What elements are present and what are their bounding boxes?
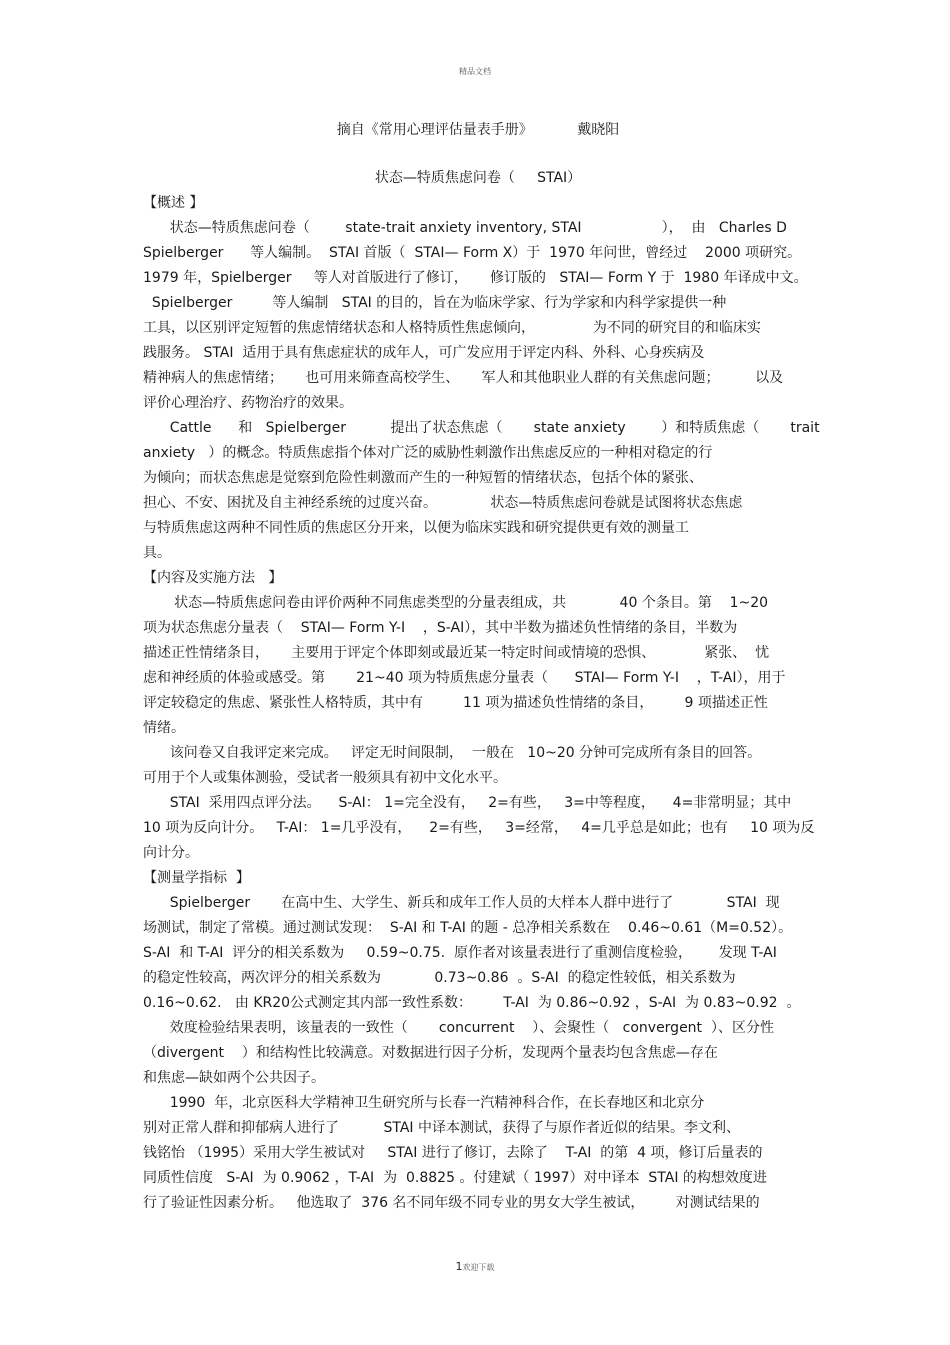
text-line: 为倾向；而状态焦虑是觉察到危险性刺激而产生的一种短暂的情绪状态，包括个体的紧张、 (143, 470, 703, 486)
page-header: 精品文档 (459, 67, 491, 76)
text-line: 该问卷又自我评定来完成。 评定无时间限制， 一般在 10~20 分钟可完成所有条目的回答。 (143, 745, 762, 761)
text-line: Cattle 和 Spielberger 提出了状态焦虑（ state anxiety ）和特质焦虑（ trait (143, 420, 820, 436)
text-line: 描述正性情绪条目， 主要用于评定个体即刻或最近某一特定时间或情境的恐惧、 紧张、 忧 (143, 645, 770, 661)
text-line: 同质性信度 S-AI 为 0.9062 ，T-AI 为 0.8825 。付建斌（ 1997）对中译本 STAI 的构想效度进 (143, 1170, 767, 1186)
text-line: 践服务。 STAI 适用于具有焦虑症状的成年人，可广发应用于评定内科、外科、心身疾病及 (143, 345, 705, 361)
text-line: S-AI 和 T-AI 评分的相关系数为 0.59~0.75. 原作者对该量表进行了重测信度检验， 发现 T-AI (143, 945, 777, 961)
text-line: 精神病人的焦虑情绪； 也可用来筛查高校学生、 军人和其他职业人群的有关焦虑问题； 以及 (143, 370, 784, 386)
text-line: anxiety ）的概念。特质焦虑指个体对广泛的威胁性刺激作出焦虑反应的一种相对稳定的行 (143, 445, 713, 461)
text-line: STAI 采用四点评分法。 S-AI： 1=完全没有， 2=有些， 3=中等程度， 4=非常明显；其中 (143, 795, 792, 811)
text-line: 可用于个人或集体测验，受试者一般须具有初中文化水平。 (143, 770, 507, 786)
section-heading-metrics: 【测量学指标 】 (143, 870, 250, 886)
text-line: 状态—特质焦虑问卷由评价两种不同焦虑类型的分量表组成，共 40 个条目。第 1~20 (143, 595, 769, 611)
text-line: 向计分。 (143, 845, 199, 861)
text-line: 钱铭怡 （1995）采用大学生被试对 STAI 进行了修订，去除了 T-AI 的第 4 项，修订后量表的 (143, 1145, 763, 1161)
text-line: 评定较稳定的焦虑、紧张性人格特质，其中有 11 项为描述负性情绪的条目， 9 项描述正性 (143, 695, 768, 711)
text-line: 效度检验结果表明，该量表的一致性（ concurrent ）、会聚性（ convergent ）、区分性 (143, 1020, 774, 1036)
text-line: 虑和神经质的体验或感受。第 21~40 项为特质焦虑分量表（ STAI— Form Y-I ，T-AI），用于 (143, 670, 786, 686)
text-line: 场测试，制定了常模。通过测试发现： S-AI 和 T-AI 的题 - 总净相关系数在 0.46~0.61（M=0.52）。 (143, 920, 793, 936)
text-line: 0.16~0.62. 由 KR20公式测定其内部一致性系数： T-AI 为 0.86~0.92 ，S-AI 为 0.83~0.92 。 (143, 995, 801, 1011)
text-line: （divergent ）和结构性比较满意。对数据进行因子分析，发现两个量表均包含焦虑—存在 (143, 1045, 718, 1061)
text-line: 情绪。 (143, 720, 185, 736)
document-body (143, 118, 820, 1216)
text-line: 状态—特质焦虑问卷（ state-trait anxiety inventory, STAI ）， 由 Charles D (143, 220, 787, 236)
text-line: 项为状态焦虑分量表（ STAI— Form Y-I ，S-AI），其中半数为描述负性情绪的条目，半数为 (143, 620, 738, 636)
section-heading-content-method: 【内容及实施方法 】 (143, 570, 283, 586)
text-line: 担心、不安、困扰及自主神经系统的过度兴奋。 状态—特质焦虑问卷就是试图将状态焦虑 (143, 495, 743, 511)
text-line: 与特质焦虑这两种不同性质的焦虑区分开来，以便为临床实践和研究提供更有效的测量工 (143, 520, 689, 536)
source-line: 摘自《常用心理评估量表手册》 戴晓阳 (336, 122, 620, 138)
text-line: Spielberger 在高中生、大学生、新兵和成年工作人员的大样本人群中进行了 STAI 现 (143, 895, 780, 911)
text-line: 1990 年，北京医科大学精神卫生研究所与长春一汽精神科合作，在长春地区和北京分 (143, 1095, 705, 1111)
text-line: 具。 (143, 545, 171, 561)
text-line: 行了验证性因素分析。 他选取了 376 名不同年级不同专业的男女大学生被试， 对测试结果的 (143, 1195, 760, 1211)
text-line: 1979 年，Spielberger 等人对首版进行了修订， 修订版的 STAI— Form Y 于 1980 年译成中文。 (143, 270, 808, 286)
section-heading-overview: 【概述 】 (143, 195, 204, 211)
text-line: 的稳定性较高，两次评分的相关系数为 0.73~0.86 。S-AI 的稳定性较低，相关系数为 (143, 970, 736, 986)
text-line: 和焦虑—缺如两个公共因子。 (143, 1070, 325, 1086)
text-line: 工具，以区别评定短暂的焦虑情绪状态和人格特质性焦虑倾向， 为不同的研究目的和临床实 (143, 320, 761, 336)
text-line: Spielberger 等人编制 STAI 的目的，旨在为临床学家、行为学家和内科学家提供一种 (143, 295, 727, 311)
text-line: 10 项为反向计分。 T-AI： 1=几乎没有， 2=有些， 3=经常， 4=几乎总是如此；也有 10 项为反 (143, 820, 815, 836)
footer-text: 欢迎下载 (462, 1263, 495, 1272)
text-line: 别对正常人群和抑郁病人进行了 STAI 中译本测试，获得了与原作者近似的结果。李文利、 (143, 1120, 741, 1136)
document-title: 状态—特质焦虑问卷（ STAI） (374, 170, 582, 186)
page-number: 1 (455, 1260, 463, 1273)
text-line: 评价心理治疗、药物治疗的效果。 (143, 395, 353, 411)
text-line: Spielberger 等人编制。 STAI 首版（ STAI— Form X）于 1970 年问世，曾经过 2000 项研究。 (143, 245, 802, 261)
page-footer (0, 1260, 950, 1273)
